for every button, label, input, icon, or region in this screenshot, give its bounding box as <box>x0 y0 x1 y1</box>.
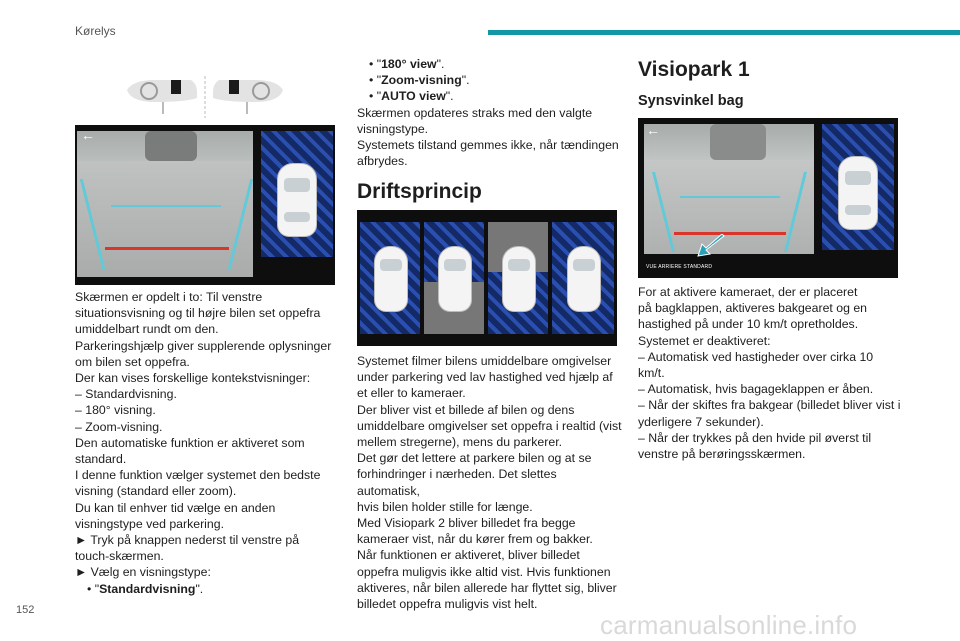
text-line: kameraer vist, når du kører frem og bakker. <box>357 532 593 547</box>
column-2-body <box>357 353 622 612</box>
top-view-2 <box>424 222 484 334</box>
rear-camera-view <box>644 124 814 254</box>
text-line: billedet oppefra muligvis vist helt. <box>357 597 538 612</box>
top-view-strip <box>357 210 617 346</box>
text-line: – Standardvisning. <box>75 387 177 402</box>
text-line: hvis bilen holder stille for længe. <box>357 499 533 514</box>
text-line: – Når der trykkes på den hvide pil øverst til <box>638 430 872 445</box>
view-mode-caption[interactable]: VUE ARRIERE STANDARD <box>646 264 713 270</box>
text-line: venstre på berøringsskærmen. <box>638 447 806 462</box>
text-line: visning (standard eller zoom). <box>75 484 237 499</box>
top-view-panel <box>822 124 894 250</box>
text-line: Den automatiske funktion er aktiveret som <box>75 435 305 450</box>
text-line: Skærmen opdateres straks med den valgte <box>357 105 593 120</box>
back-arrow-icon[interactable]: ← <box>81 127 95 143</box>
view-option-standard: • "Standardvisning". <box>87 581 204 596</box>
view-option-zoom: • "Zoom-visning". <box>369 73 470 88</box>
heading-visiopark-1: Visiopark 1 <box>638 58 750 81</box>
column-2-top <box>357 56 622 169</box>
back-arrow-icon[interactable]: ← <box>646 122 660 138</box>
text-line: Systemets tilstand gemmes ikke, når tændingen <box>357 138 619 153</box>
text-line: situationsvisning og til højre bilen set oppefra <box>75 306 321 321</box>
text-line: Der kan vises forskellige kontekstvisninger: <box>75 371 311 386</box>
text-line: forhindringer i nærheden. Det slettes automatisk, <box>357 467 557 498</box>
text-line: visningstype ved parkering. <box>75 516 225 531</box>
text-line: I denne funktion vælger systemet den bedste <box>75 468 321 483</box>
page-number: 152 <box>16 604 35 616</box>
text-line: – Når der skiftes fra bakgear (billedet bliver vist i <box>638 398 901 413</box>
text-line: ► Vælg en visningstype: <box>75 565 211 580</box>
text-line: afbrydes. <box>357 154 408 169</box>
text-line: Det gør det lettere at parkere bilen og at se <box>357 451 592 466</box>
view-option-180: • "180° view". <box>369 57 445 71</box>
text-line: yderligere 7 sekunder). <box>638 414 764 429</box>
text-line: ► Tryk på knappen nederst til venstre på <box>75 533 300 548</box>
view-option-auto: • "AUTO view". <box>369 89 454 104</box>
text-line: Systemet filmer bilens umiddelbare omgivelser <box>357 354 612 368</box>
text-line: på bagklappen, aktiveres bakgearet og en <box>638 301 868 316</box>
rear-camera-view <box>77 131 253 277</box>
section-label: Kørelys <box>75 24 116 38</box>
top-view-panel <box>261 131 333 257</box>
text-line: om bilen set oppefra. <box>75 354 190 369</box>
text-line: For at aktivere kameraet, der er placeret <box>638 285 858 299</box>
text-line: – Automatisk ved hastigheder over cirka 10 <box>638 349 874 364</box>
rear-view-screen <box>638 118 898 278</box>
top-view-4 <box>552 222 614 334</box>
pointer-arrow-icon <box>696 234 726 263</box>
text-line: standard. <box>75 452 127 467</box>
text-line: – Zoom-visning. <box>75 419 163 434</box>
text-line: et eller to kameraer. <box>357 386 466 401</box>
text-line: Med Visiopark 2 bliver billedet fra begge <box>357 516 576 531</box>
subheading-synsvinkel-bag: Synsvinkel bag <box>638 93 744 109</box>
text-line: Der bliver vist et billede af bilen og dens <box>357 402 575 417</box>
text-line: umiddelbart rundt om den. <box>75 322 219 337</box>
column-3-body <box>638 284 908 462</box>
text-line: oppefra muligvis ikke altid vist. Hvis funktionen <box>357 564 611 579</box>
text-line: aktiveres, når bilen allerede har flyttet sig, bliver <box>357 580 617 595</box>
top-view-3 <box>488 222 548 334</box>
text-line: – Automatisk, hvis bagageklappen er åben. <box>638 382 874 397</box>
text-line: Skærmen er opdelt i to: Til venstre <box>75 290 263 304</box>
section-accent-bar <box>488 30 960 35</box>
heading-driftsprincip: Driftsprincip <box>357 180 482 203</box>
text-line: umiddelbare omgivelser set oppefra i realtid (vist <box>357 418 622 433</box>
watermark: carmanualsonline.info <box>600 610 858 640</box>
text-line: touch-skærmen. <box>75 549 164 564</box>
text-line: visningstype. <box>357 121 429 136</box>
text-line: Systemet er deaktiveret: <box>638 333 771 348</box>
text-line: under parkering ved lav hastighed ved hjælp af <box>357 370 613 385</box>
text-line: Når funktionen er aktiveret, bliver billedet <box>357 548 580 563</box>
text-line: hastighed på under 10 km/t opretholdes. <box>638 317 859 332</box>
text-line: – 180° visning. <box>75 403 156 418</box>
text-line: Parkeringshjælp giver supplerende oplysninger <box>75 338 332 353</box>
column-1-text <box>75 289 340 597</box>
text-line: km/t. <box>638 366 665 381</box>
mirror-illustration <box>125 76 285 118</box>
text-line: mellem stregerne), mens du parkerer. <box>357 435 563 450</box>
camera-split-screen <box>75 125 335 285</box>
text-line: Du kan til enhver tid vælge en anden <box>75 500 276 515</box>
top-view-1 <box>360 222 420 334</box>
